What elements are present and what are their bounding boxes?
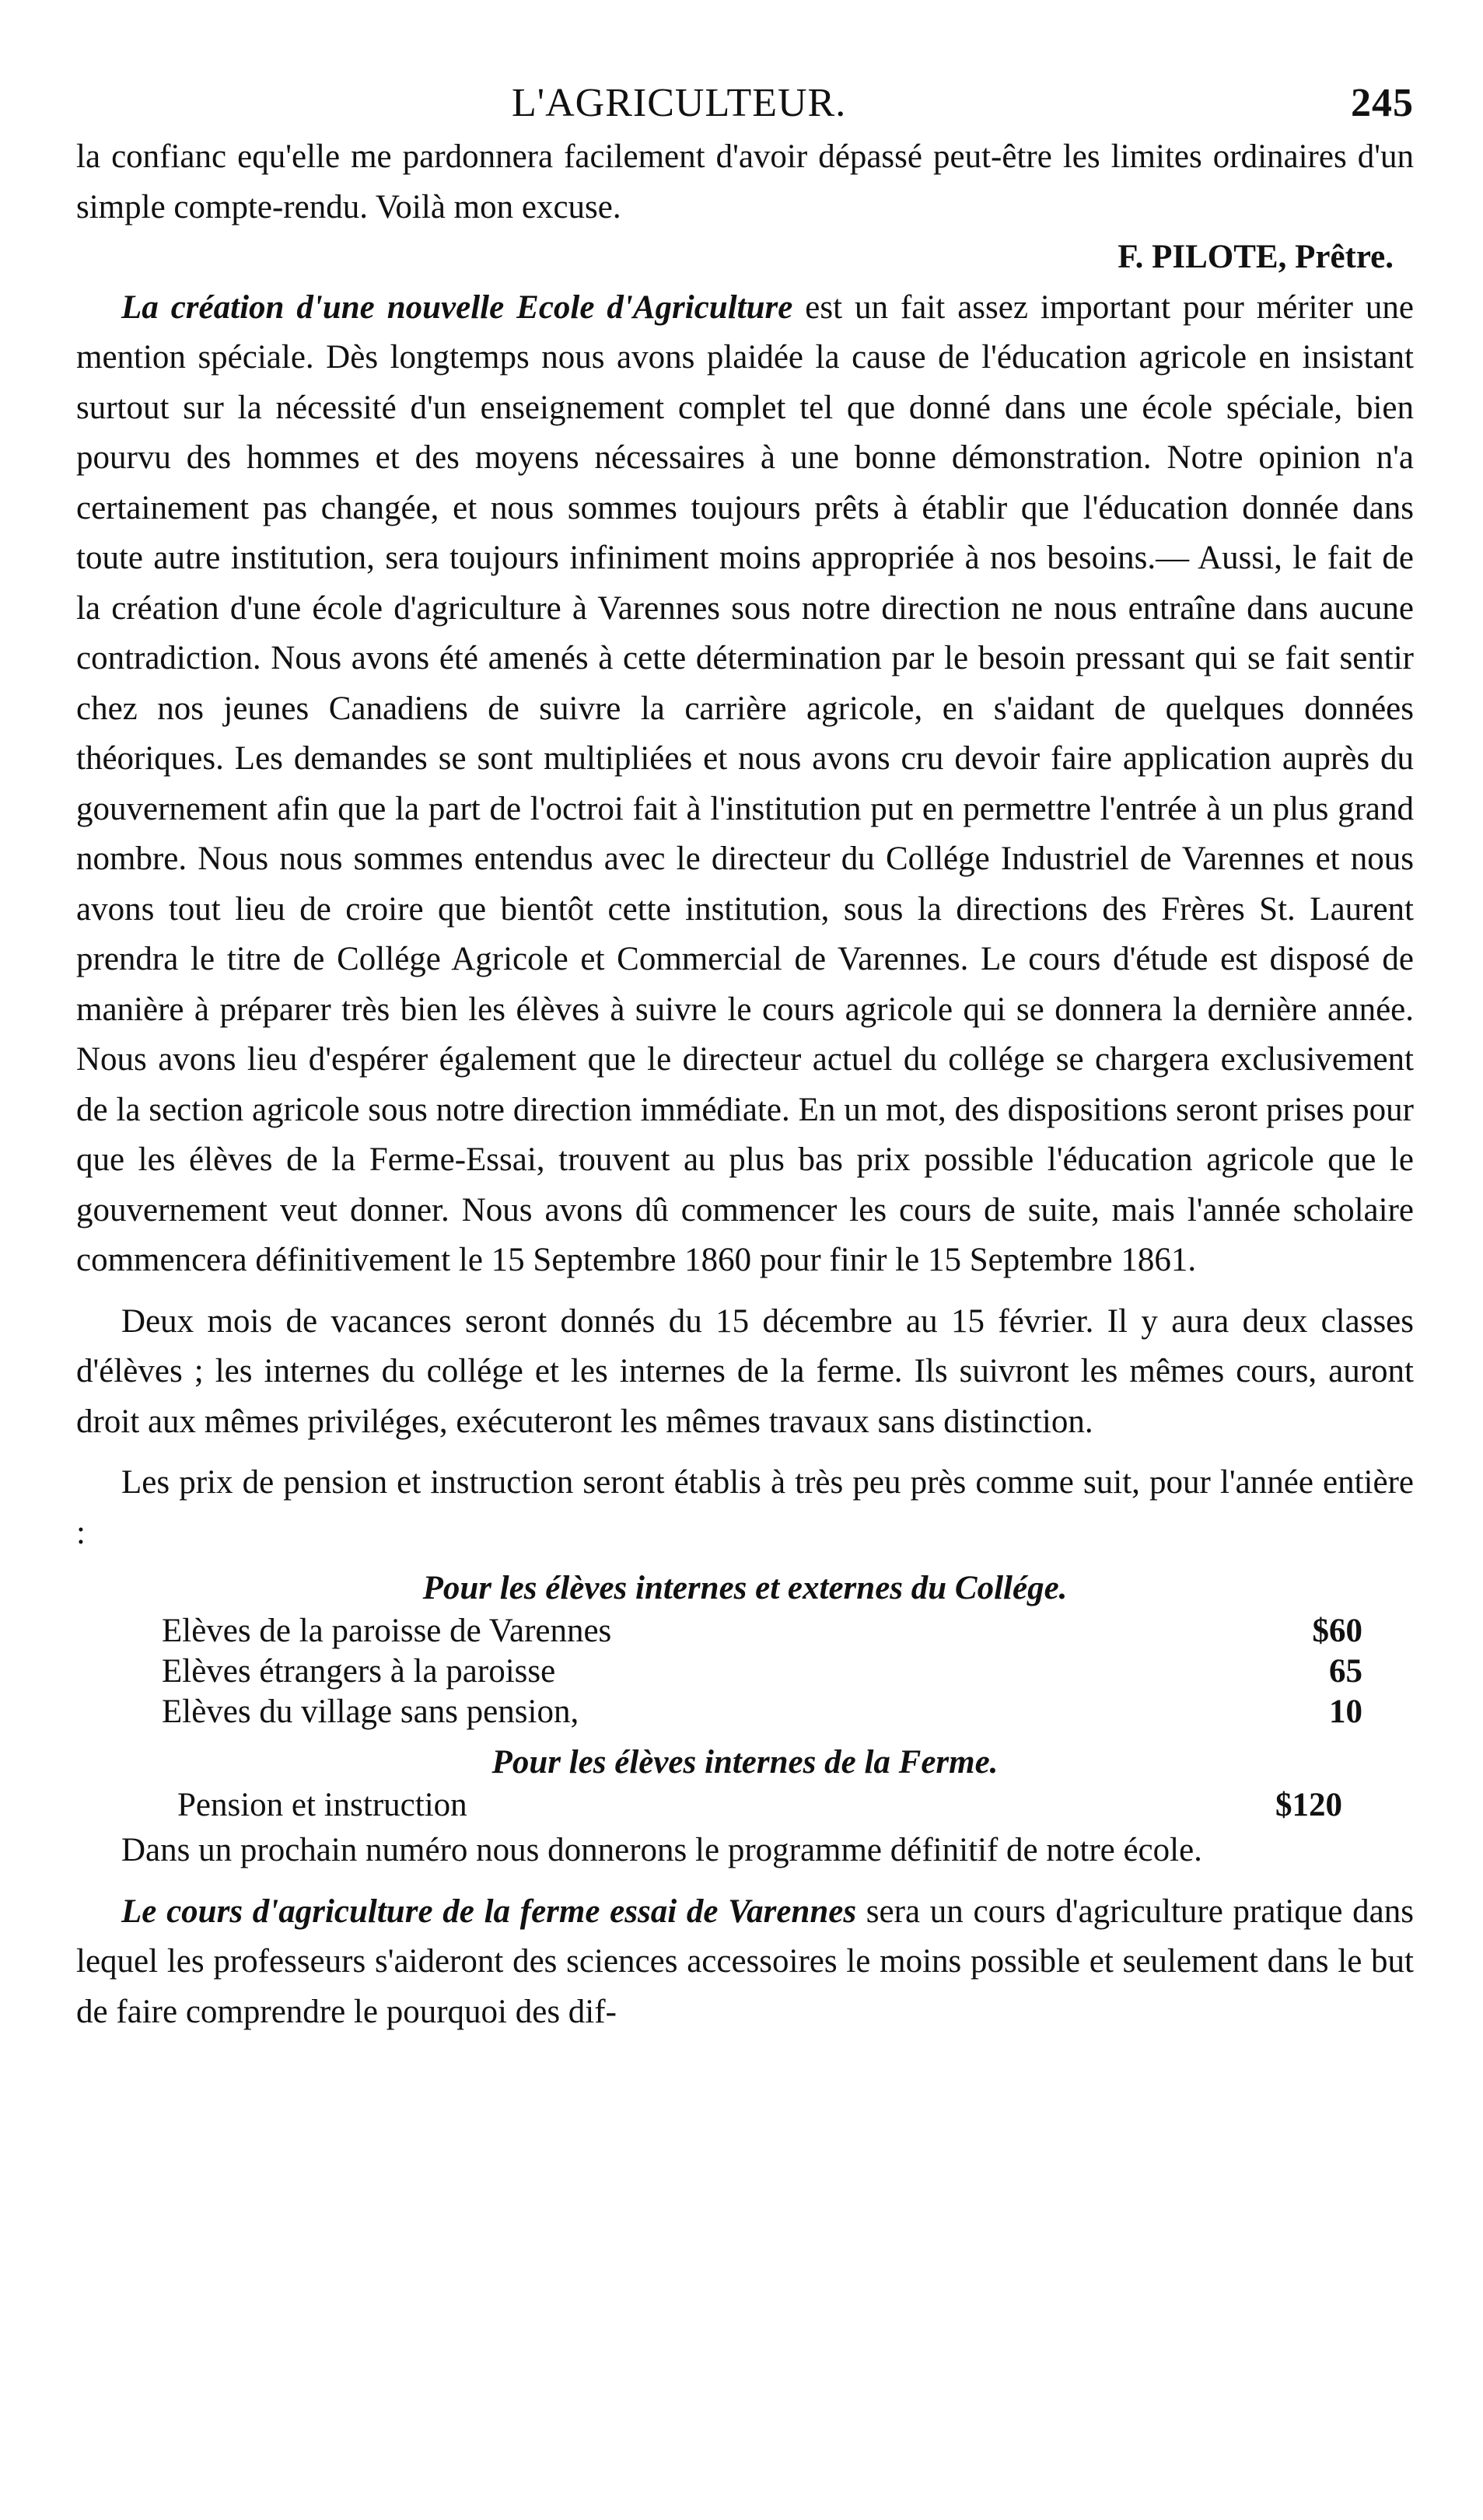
prices-intro-paragraph: Les prix de pension et instruction seront établis à très peu près comme suit, pour l'année entière : bbox=[76, 1464, 1414, 1551]
program-note-paragraph: Dans un prochain numéro nous donnerons le programme définitif de notre école. bbox=[121, 1832, 1202, 1868]
college-price-heading: Pour les élèves internes et externes du Collége. bbox=[422, 1570, 1068, 1606]
school-article-lead: La création d'une nouvelle Ecole d'Agriculture bbox=[121, 288, 793, 326]
price-label: Pension et instruction bbox=[177, 1787, 467, 1823]
journal-title: L'AGRICULTEUR. bbox=[512, 81, 847, 125]
farm-price-table bbox=[76, 1740, 1414, 1826]
farm-price-list bbox=[76, 1785, 1414, 1826]
price-amount: 65 bbox=[1329, 1653, 1362, 1690]
price-row bbox=[76, 1651, 1414, 1692]
page-number: 245 bbox=[1351, 81, 1414, 125]
book-page bbox=[76, 75, 1414, 2037]
course-article-paragraph bbox=[76, 1887, 1414, 2038]
price-label: Elèves de la paroisse de Varennes bbox=[162, 1613, 612, 1649]
farm-price-heading: Pour les élèves internes de la Ferme. bbox=[491, 1744, 999, 1781]
price-amount: $120 bbox=[1275, 1787, 1342, 1823]
price-label: Elèves étrangers à la paroisse bbox=[162, 1653, 556, 1690]
letter-closing-paragraph: la confianc equ'elle me pardonnera facilement d'avoir dépassé peut-être les limites ordinaires d'un simple compte-rendu. Voilà mon excuse. bbox=[76, 138, 1414, 225]
college-price-list bbox=[76, 1611, 1414, 1732]
school-article-body: est un fait assez important pour mériter une mention spéciale. Dès longtemps nous avons plaidée la cause de l'éducation agricole en insistant surtout sur la nécessité d'un enseignement complet tel que donné dans une école spéciale, bien pourvu des hommes et des moyens nécessaires à une bonne démonstration. Notre opinion n'a certainement pas changée, et nous sommes toujours prêts à établir que l'éducation donnée dans toute autre institution, sera toujours infiniment moins appropriée à nos besoins.— Aussi, le fait de la création d'une école d'agriculture à Varennes sous notre direction ne nous entraîne dans aucune contradiction. Nous avons été amenés à cette détermination par le besoin pressant qui se fait sentir chez nos jeunes Canadiens de suivre la carrière agricole, en s'aidant de quelques données théoriques. Les demandes se sont multipliées et nous avons cru devoir faire application auprès du gouvernement afin que la part de l'octroi fait à l'institution put en permettre l'entrée à un plus grand nombre. Nous nous sommes entendus avec le directeur du Collége Industriel de Varennes et nous avons tout lieu de croire que bientôt cette institution, sous la directions des Frères St. Laurent prendra le titre de Collége Agricole et Commercial de Varennes. Le cours d'étude est disposé de manière à préparer très bien les élèves à suivre le cours agricole qui se donnera la dernière année. Nous avons lieu d'espérer également que le directeur actuel du collége se chargera exclusivement de la section agricole sous notre direction immédiate. En un mot, des dispositions seront prises pour que les élèves de la Ferme-Essai, trouvent au plus bas prix possible l'éducation agricole que le gouvernement veut donner. Nous avons dû commencer les cours de suite, mais l'année scholaire commencera définitivement le 15 Septembre 1860 pour finir le 15 Septembre 1861. bbox=[76, 288, 1414, 1278]
course-article-lead: Le cours d'agriculture de la ferme essai de Varennes bbox=[121, 1893, 857, 1930]
letter-signature: F. PILOTE, Prêtre. bbox=[1117, 239, 1394, 275]
price-amount: $60 bbox=[1312, 1613, 1362, 1649]
price-row bbox=[76, 1692, 1414, 1732]
vacation-paragraph: Deux mois de vacances seront donnés du 15 décembre au 15 février. Il y aura deux classes d'élèves ; les internes du collége et les internes de la ferme. Ils suivront les mêmes cours, auront droit aux mêmes priviléges, exécuteront les mêmes travaux sans distinction. bbox=[76, 1302, 1414, 1440]
school-article-paragraph bbox=[76, 283, 1414, 1286]
course-article-body: sera un cours d'agriculture pratique dans lequel les professeurs s'aideront des sciences accessoires le moins possible et seulement dans le but de faire comprendre le pourquoi des dif- bbox=[76, 1893, 1414, 2030]
price-row bbox=[76, 1611, 1414, 1651]
price-row bbox=[76, 1785, 1414, 1826]
price-amount: 10 bbox=[1329, 1693, 1362, 1730]
college-price-table bbox=[76, 1566, 1414, 1732]
running-header bbox=[76, 75, 1414, 132]
price-label: Elèves du village sans pension, bbox=[162, 1693, 579, 1730]
